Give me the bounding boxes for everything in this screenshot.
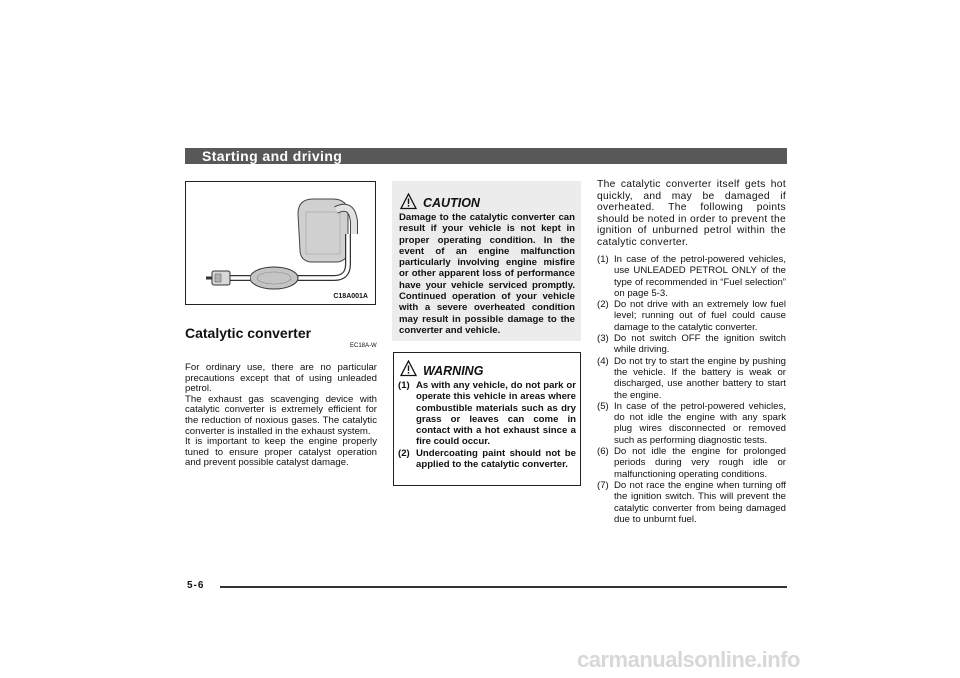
precaution-item	[597, 299, 786, 333]
precaution-item	[597, 356, 786, 401]
warning-triangle-icon	[400, 360, 417, 377]
precaution-number: (7)	[597, 479, 609, 491]
exhaust-system-illustration	[186, 182, 377, 306]
figure-code: C18A001A	[333, 293, 368, 300]
precaution-text: Do not switch OFF the ignition switch while driving.	[614, 333, 786, 356]
body-text	[185, 363, 377, 469]
warning-item-text: Undercoating paint should not be applied to the catalytic converter.	[416, 447, 576, 471]
watermark: carmanualsonline.info	[577, 647, 800, 672]
precaution-item	[597, 446, 786, 480]
precaution-item	[597, 333, 786, 356]
page-header-title: Starting and driving	[202, 148, 343, 164]
body-paragraph: The exhaust gas scavenging device with catalytic converter is extremely efficient for the reduction of noxious gases. The catalytic converter is installed in the exhaust system.	[185, 393, 377, 437]
precaution-number: (3)	[597, 333, 609, 345]
precaution-number: (4)	[597, 355, 609, 367]
precaution-text: In case of the petrol-powered vehicles, use UNLEADED PETROL ONLY of the type of recommended in “Fuel selection” on page 5-3.	[614, 254, 786, 299]
precaution-number: (1)	[597, 254, 609, 265]
precautions-list	[597, 254, 786, 525]
precaution-text: Do not idle the engine for prolonged periods during very rough idle or malfunctioning operating conditions.	[614, 446, 786, 480]
precaution-number: (6)	[597, 446, 609, 458]
warning-item	[398, 448, 576, 471]
caution-text: Damage to the catalytic converter can result if your vehicle is not kept in proper operating condition. In the event of an engine malfunction particularly involving engine misfire or other apparent loss of performance have your vehicle serviced promptly. Continued operation of your vehicle with a severe overheated condition may result in possible damage to the converter and vehicle.	[399, 212, 575, 336]
precaution-text: Do not race the engine when turning off the ignition switch. This will prevent the catalytic converter from being damaged due to unburnt fuel.	[614, 479, 786, 525]
right-intro-text: The catalytic converter itself gets hot quickly, and may be damaged if overheated. The following points should be noted in order to prevent the ignition of unburned petrol within the catalytic converter.	[597, 179, 786, 248]
footer-divider	[220, 586, 787, 588]
warning-item-number: (1)	[398, 380, 410, 391]
precaution-text: In case of the petrol-powered vehicles, do not idle the engine with any spark plug wires disconnected or removed such as performing diagnostic tests.	[614, 400, 786, 446]
precaution-item	[597, 254, 786, 299]
warning-item-number: (2)	[398, 447, 410, 459]
catalytic-converter-figure	[185, 181, 376, 305]
warning-item-text: As with any vehicle, do not park or operate this vehicle in areas where combustible materials such as dry grass or leaves can come in contact with a hot exhaust since a fire could occur.	[416, 380, 576, 448]
body-paragraph: It is important to keep the engine properly tuned to ensure proper catalyst operation and prevent possible catalyst damage.	[185, 436, 377, 469]
precaution-item	[597, 480, 786, 525]
body-paragraph: For ordinary use, there are no particular precautions except that of using unleaded petrol.	[185, 362, 377, 395]
warning-heading: WARNING	[423, 364, 484, 378]
precaution-number: (2)	[597, 299, 609, 311]
precaution-text: Do not drive with an extremely low fuel level; running out of fuel could cause damage to the catalytic converter.	[614, 299, 786, 333]
warning-item	[398, 380, 576, 448]
page-number: 5-6	[187, 580, 205, 591]
precaution-text: Do not try to start the engine by pushing the vehicle. If the battery is weak or discharged, use another battery to start the engine.	[614, 355, 786, 401]
precaution-item	[597, 401, 786, 446]
section-code: EC18A-W	[350, 343, 377, 349]
section-title: Catalytic converter	[185, 325, 312, 341]
warning-list	[398, 380, 576, 470]
caution-heading: CAUTION	[423, 196, 480, 210]
precaution-number: (5)	[597, 400, 609, 412]
caution-warning-triangle-icon	[400, 193, 417, 210]
